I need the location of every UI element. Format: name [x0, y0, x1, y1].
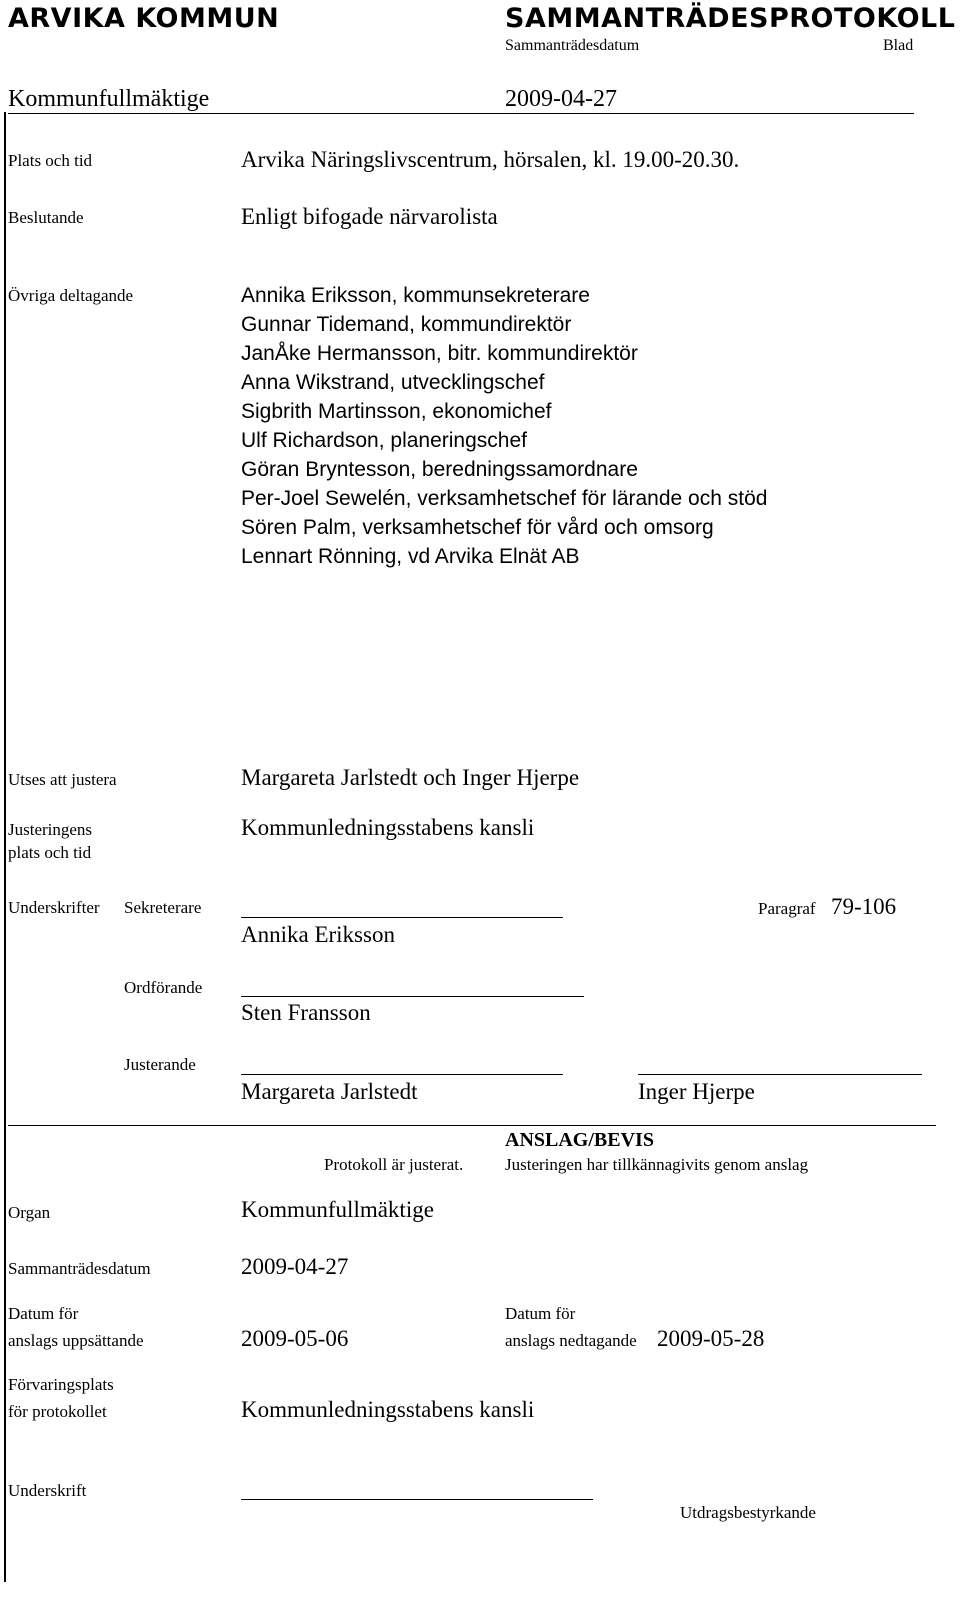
storage-label-2: för protokollet [8, 1402, 107, 1421]
adjuster-2-signature-line [638, 1074, 922, 1075]
list-item: Anna Wikstrand, utvecklingschef [241, 371, 545, 394]
org-name: ARVIKA KOMMUN [8, 3, 280, 34]
list-item: Gunnar Tidemand, kommundirektör [241, 313, 572, 336]
secretary-signature-line [241, 917, 563, 918]
meeting-date-header-label: Sammanträdesdatum [505, 37, 640, 54]
adjuster-1-name: Margareta Jarlstedt [241, 1079, 418, 1104]
header-rule [8, 113, 914, 114]
meeting-date-label: Sammanträdesdatum [8, 1259, 151, 1278]
list-item: Sigbrith Martinsson, ekonomichef [241, 400, 552, 423]
organ-label: Organ [8, 1203, 51, 1222]
place-label: Plats och tid [8, 151, 93, 170]
secretary-name: Annika Eriksson [241, 922, 395, 947]
list-item: Per-Joel Sewelén, verksamhetschef för lärande och stöd [241, 487, 768, 510]
certification-label: Utdragsbestyrkande [680, 1503, 816, 1522]
chair-label: Ordförande [124, 978, 203, 997]
meeting-date-value: 2009-04-27 [241, 1254, 349, 1279]
adjuster-1-signature-line [241, 1074, 563, 1075]
posting-label-2: anslags uppsättande [8, 1331, 144, 1350]
place-value: Arvika Näringslivscentrum, hörsalen, kl. 19.00-20.30. [241, 147, 740, 172]
removal-value: 2009-05-28 [657, 1326, 765, 1351]
sheet-label: Blad [883, 37, 914, 54]
list-item: Sören Palm, verksamhetschef för vård och omsorg [241, 516, 714, 539]
adjuster-2-name: Inger Hjerpe [638, 1079, 755, 1104]
list-item: Göran Bryntesson, beredningssamordnare [241, 458, 638, 481]
list-item: Ulf Richardson, planeringschef [241, 429, 527, 452]
section-rule [8, 1125, 936, 1126]
list-item: JanÅke Hermansson, bitr. kommundirektör [241, 342, 638, 365]
organ-value: Kommunfullmäktige [241, 1197, 434, 1222]
secretary-label: Sekreterare [124, 898, 202, 917]
storage-value: Kommunledningsstabens kansli [241, 1397, 535, 1422]
posting-value: 2009-05-06 [241, 1326, 349, 1351]
signature-label: Underskrift [8, 1481, 87, 1500]
notice-title: ANSLAG/BEVIS [505, 1129, 654, 1151]
list-item: Lennart Rönning, vd Arvika Elnät AB [241, 545, 580, 568]
chair-name: Sten Fransson [241, 1000, 371, 1025]
signatures-label: Underskrifter [8, 898, 100, 917]
others-label: Övriga deltagande [8, 286, 134, 305]
adjust-place-value: Kommunledningsstabens kansli [241, 815, 535, 840]
certification-signature-line [241, 1499, 593, 1500]
left-border [4, 112, 6, 1582]
adjust-place-label-1: Justeringens [8, 820, 93, 839]
appointed-value: Margareta Jarlstedt och Inger Hjerpe [241, 765, 580, 790]
chair-signature-line [241, 996, 584, 997]
doc-type: SAMMANTRÄDESPROTOKOLL [505, 3, 956, 34]
deciding-label: Beslutande [8, 208, 84, 227]
removal-label-1: Datum för [505, 1304, 576, 1323]
adjusted-text: Protokoll är justerat. [324, 1155, 464, 1174]
deciding-value: Enligt bifogade närvarolista [241, 204, 498, 229]
list-item: Annika Eriksson, kommunsekreterare [241, 284, 590, 307]
paragraph-value: 79-106 [831, 894, 897, 919]
posting-label-1: Datum för [8, 1304, 79, 1323]
appointed-label: Utses att justera [8, 770, 117, 789]
others-list [241, 281, 767, 571]
announced-text: Justeringen har tillkännagivits genom anslag [505, 1155, 809, 1174]
removal-label-2: anslags nedtagande [505, 1331, 637, 1350]
body-name: Kommunfullmäktige [8, 86, 210, 112]
adjust-place-label-2: plats och tid [8, 843, 92, 862]
storage-label-1: Förvaringsplats [8, 1375, 114, 1394]
header-date: 2009-04-27 [505, 86, 617, 112]
paragraph-label: Paragraf [758, 899, 816, 918]
adjusters-label: Justerande [124, 1055, 196, 1074]
